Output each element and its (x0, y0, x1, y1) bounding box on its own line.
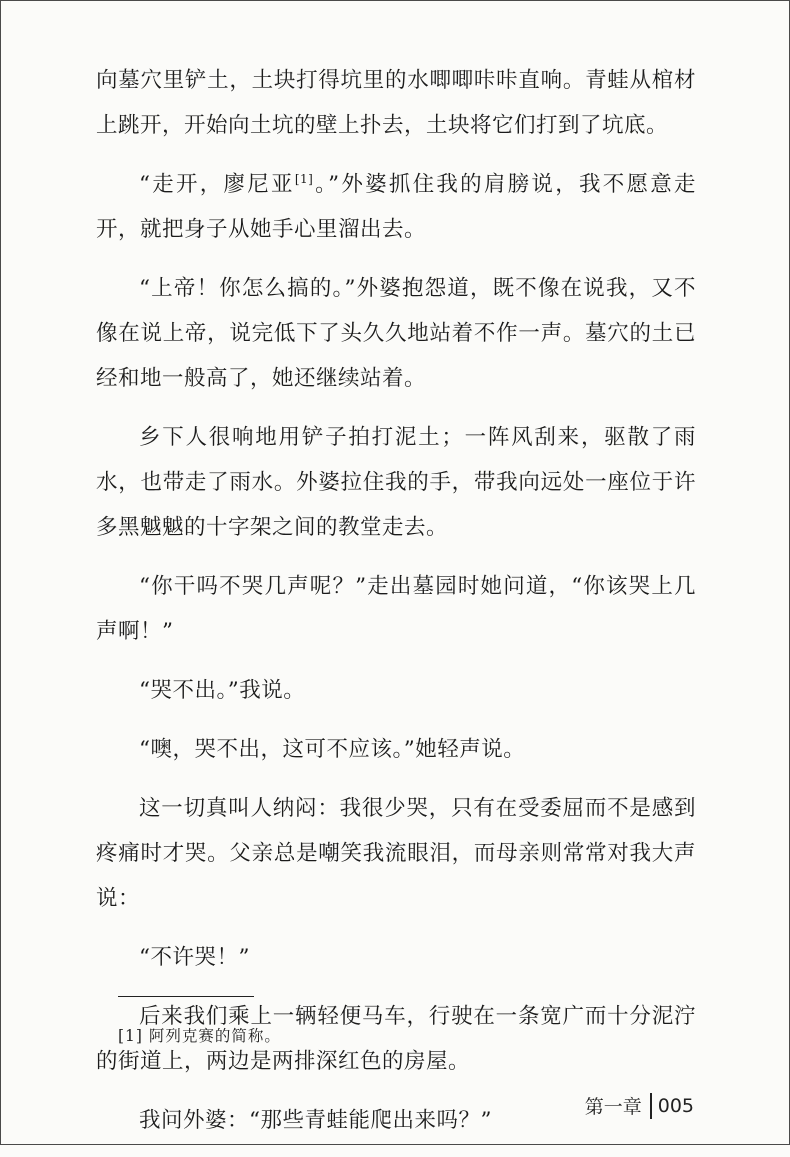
paragraph-text: “不许哭！” (139, 945, 250, 970)
footnote: [1] 阿列克赛的简称。 (118, 1027, 281, 1045)
page-number: 005 (657, 1094, 694, 1117)
paragraph-text: “走开，廖尼亚 (139, 172, 295, 197)
chapter-label: 第一章 (584, 1096, 642, 1118)
page-folio (585, 1092, 694, 1119)
footnote-divider (118, 996, 254, 997)
paragraph-text: 乡下人很响地用铲子拍打泥土；一阵风刮来，驱散了雨水，也带走了雨水。外婆拉住我的手，带我向远处一座位于许多黑魆魆的十字架之间的教堂走去。 (96, 425, 696, 540)
paragraph-text: 我问外婆：“那些青蛙能爬出来吗？” (139, 1108, 492, 1133)
paragraph-text: “哭不出。”我说。 (139, 678, 306, 703)
paragraph (96, 415, 696, 550)
paragraph (96, 935, 696, 980)
footnote-reference[interactable]: [1] (294, 171, 314, 186)
paragraph (96, 58, 696, 148)
folio-divider (650, 1093, 652, 1119)
body-text (96, 58, 696, 1157)
paragraph-text: “噢，哭不出，这可不应该。”她轻声说。 (139, 737, 526, 762)
paragraph (96, 162, 696, 252)
paragraph-text: 。”外婆抓住我的肩膀说，我不愿意走开，就把身子从她手心里溜出去。 (96, 172, 696, 242)
paragraph-text: “上帝！你怎么搞的。”外婆抱怨道，既不像在说我，又不像在说上帝，说完低下了头久久地站着不作一声。墓穴的土已经和地一般高了，她还继续站着。 (96, 276, 696, 391)
paragraph-text: 后来我们乘上一辆轻便马车，行驶在一条宽广而十分泥泞的街道上，两边是两排深红色的房屋。 (96, 1004, 696, 1074)
paragraph-text: 向墓穴里铲土，土块打得坑里的水唧唧咔咔直响。青蛙从棺材上跳开，开始向土坑的壁上扑去，土块将它们打到了坑底。 (96, 68, 696, 138)
paragraph-text: “你干吗不哭几声呢？”走出墓园时她问道，“你该哭上几声啊！” (96, 574, 696, 644)
paragraph (96, 786, 696, 921)
paragraph-text: 这一切真叫人纳闷：我很少哭，只有在受委屈而不是感到疼痛时才哭。父亲总是嘲笑我流眼泪，而母亲则常常对我大声说： (96, 796, 696, 911)
paragraph (96, 727, 696, 772)
paragraph (96, 266, 696, 401)
paragraph (96, 668, 696, 713)
paragraph (96, 564, 696, 654)
